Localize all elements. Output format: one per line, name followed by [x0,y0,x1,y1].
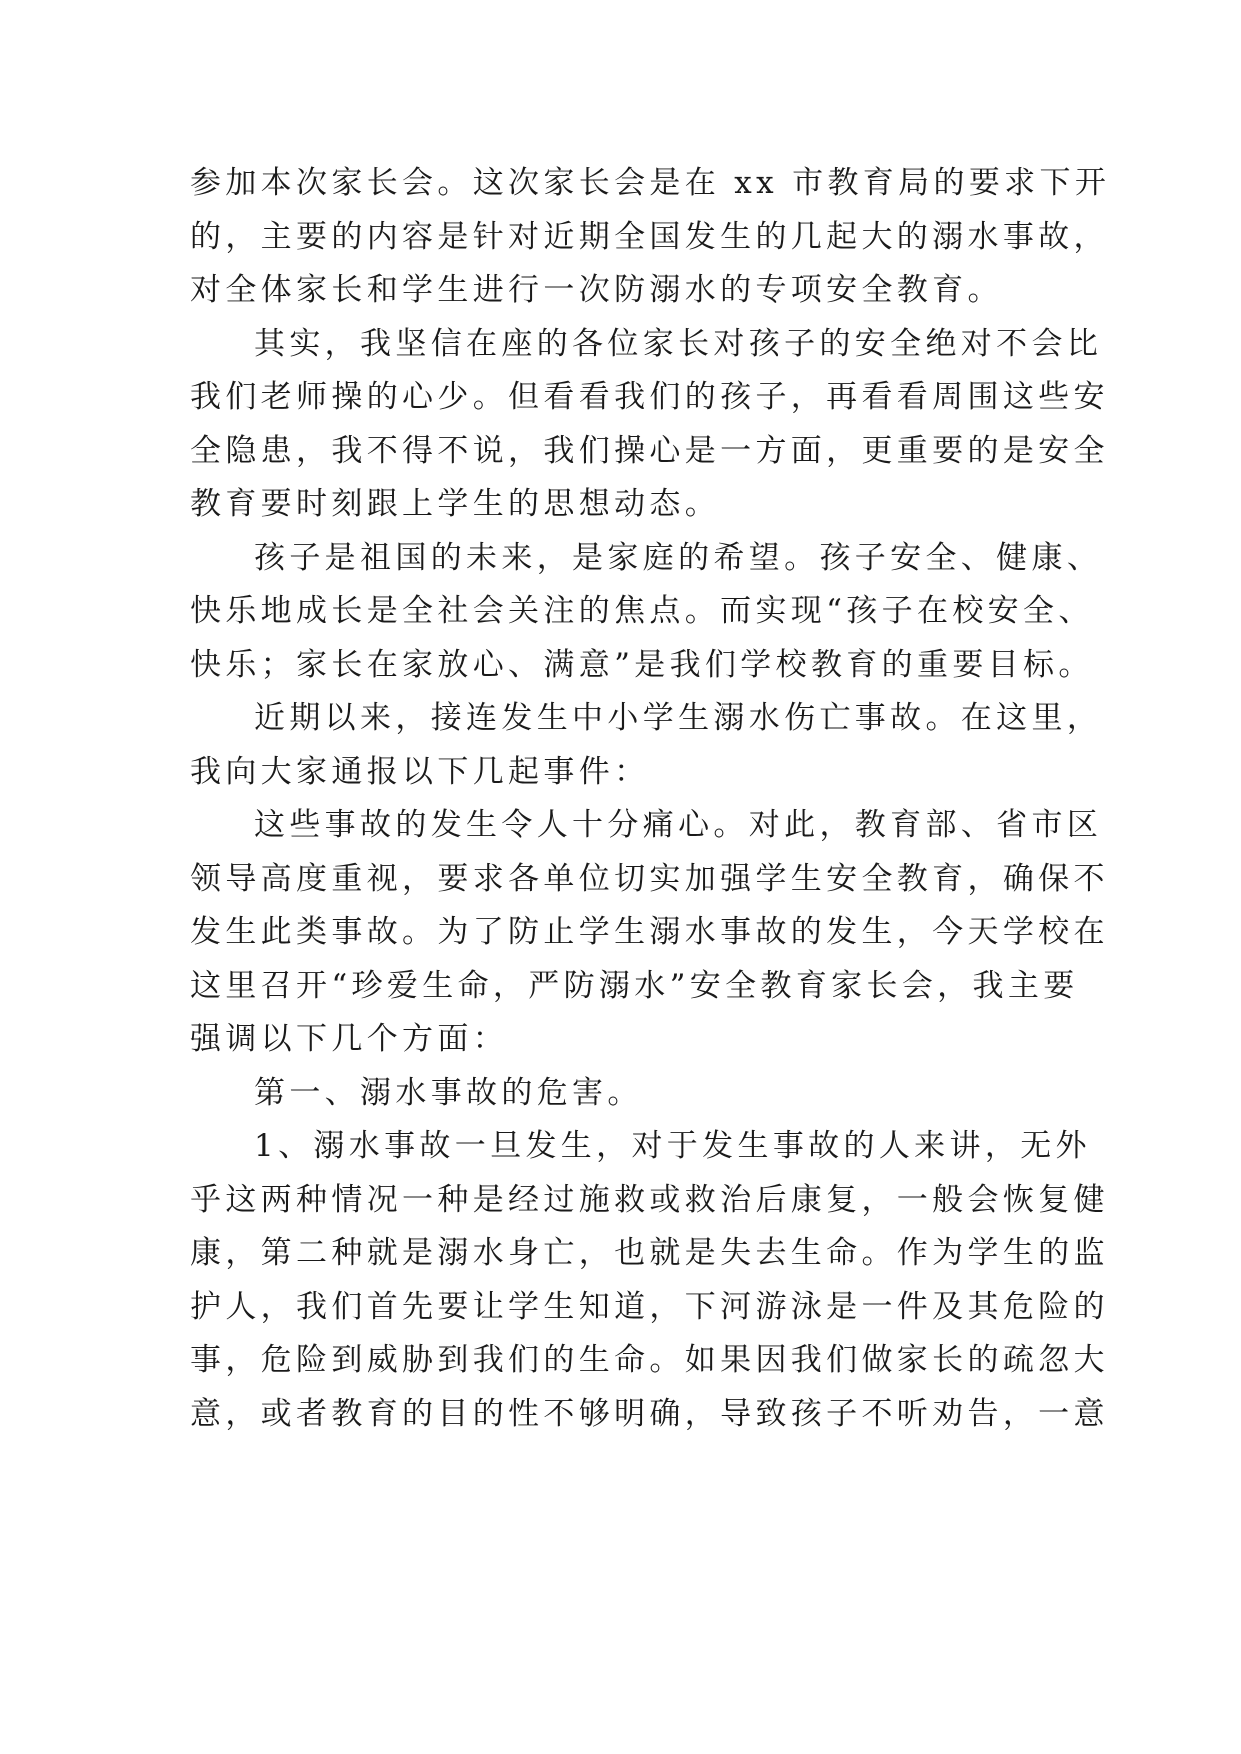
text-line: 快乐；家长在家放心、满意”是我们学校教育的重要目标。 [190,646,1094,683]
text-line: 发生此类事故。为了防止学生溺水事故的发生，今天学校在 [190,914,1109,950]
text-line: 事，危险到威胁到我们的生命。如果因我们做家长的疏忽大 [190,1342,1109,1378]
text-line: 我向大家通报以下几起事件： [190,753,650,790]
text-line: 教育要时刻跟上学生的思想动态。 [190,486,721,522]
text-line: 参加本次家长会。这次家长会是在 xx 市教育局的要求下开 [190,165,1111,201]
text-line: 这里召开“珍爱生命，严防溺水”安全教育家长会，我主要 [190,967,1079,1004]
text-line: 近期以来，接连发生中小学生溺水伤亡事故。在这里， [254,700,1103,736]
body-text [190,157,1111,1441]
text-line: 全隐患，我不得不说，我们操心是一方面，更重要的是安全 [190,432,1109,469]
text-line: 强调以下几个方面： [190,1021,509,1057]
text-line: 的，主要的内容是针对近期全国发生的几起大的溺水事故， [190,218,1109,255]
text-line: 1、溺水事故一旦发生，对于发生事故的人来讲，无外 [254,1128,1091,1164]
text-line: 护人，我们首先要让学生知道，下河游泳是一件及其危险的 [190,1288,1109,1325]
text-line: 这些事故的发生令人十分痛心。对此，教育部、省市区 [254,807,1103,843]
text-line: 我们老师操的心少。但看看我们的孩子，再看看周围这些安 [190,379,1109,415]
text-line: 意，或者教育的目的性不够明确，导致孩子不听劝告，一意 [190,1395,1109,1432]
text-line: 对全体家长和学生进行一次防溺水的专项安全教育。 [190,272,1003,308]
text-line: 领导高度重视，要求各单位切实加强学生安全教育，确保不 [190,860,1109,897]
text-line: 孩子是祖国的未来，是家庭的希望。孩子安全、健康、 [254,539,1103,576]
text-line: 第一、溺水事故的危害。 [254,1074,643,1111]
text-line: 其实，我坚信在座的各位家长对孩子的安全绝对不会比 [254,325,1103,362]
text-line: 康，第二种就是溺水身亡，也就是失去生命。作为学生的监 [190,1235,1109,1271]
text-line: 快乐地成长是全社会关注的焦点。而实现“孩子在校安全、 [190,593,1094,629]
text-line: 乎这两种情况一种是经过施救或救治后康复，一般会恢复健 [190,1181,1109,1218]
